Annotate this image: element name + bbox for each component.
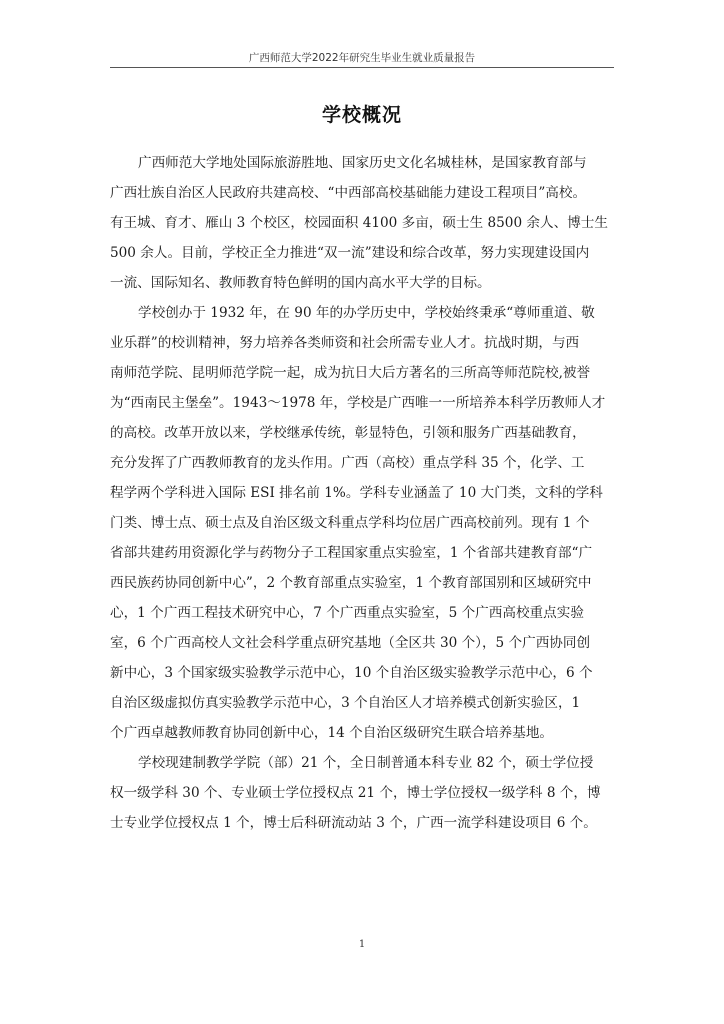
header-divider	[110, 67, 614, 68]
text-line: 业乐群”的校训精神，努力培养各类师资和社会所需专业人才。抗战时期，与西	[110, 335, 580, 351]
running-header: 广西师范大学2022年研究生毕业生就业质量报告	[248, 52, 476, 64]
paragraph-overview	[110, 148, 616, 298]
text-line: 新中心，3 个国家级实验教学示范中心，10 个自治区级实验教学示范中心，6 个	[110, 665, 593, 681]
text-line: 一流、国际知名、教师教育特色鲜明的国内高水平大学的目标。	[110, 275, 491, 291]
text-line: 有王城、育才、雁山 3 个校区，校园面积 4100 多亩，硕士生 8500 余人、博士生	[110, 215, 608, 231]
paragraph-history	[110, 298, 616, 748]
text-line: 为“西南民主堡垒”。1943～1978 年，学校是广西唯一一所培养本科学历教师人才	[110, 395, 606, 411]
text-line: 学校现建制教学学院（部）21 个，全日制普通本科专业 82 个，硕士学位授	[138, 755, 594, 771]
text-line: 南师范学院、昆明师范学院一起，成为抗日大后方著名的三所高等师范院校,被誉	[110, 365, 591, 381]
text-line: 学校创办于 1932 年，在 90 年的办学历史中，学校始终秉承“尊师重道、敬	[138, 305, 595, 321]
text-line: 室，6 个广西高校人文社会科学重点研究基地（全区共 30 个），5 个广西协同创	[110, 635, 591, 651]
paragraph-academics	[110, 748, 616, 838]
text-line: 门类、博士点、硕士点及自治区级文科重点学科均位居广西高校前列。现有 1 个	[110, 515, 590, 531]
section-title: 学校概况	[321, 104, 402, 126]
text-line: 心，1 个广西工程技术研究中心，7 个广西重点实验室，5 个广西高校重点实验	[110, 605, 584, 621]
text-line: 广西壮族自治区人民政府共建高校、“中西部高校基础能力建设工程项目”高校。	[110, 185, 587, 201]
body-text	[110, 148, 616, 838]
text-line: 权一级学科 30 个、专业硕士学位授权点 21 个，博士学位授权一级学科 8 个，博	[110, 785, 601, 801]
page-number: 1	[358, 939, 366, 950]
text-line: 广西师范大学地处国际旅游胜地、国家历史文化名城桂林，是国家教育部与	[138, 155, 587, 171]
text-line: 的高校。改革开放以来，学校继承传统，彰显特色，引领和服务广西基础教育，	[110, 425, 586, 441]
text-line: 充分发挥了广西教师教育的龙头作用。广西（高校）重点学科 35 个，化学、工	[110, 455, 585, 471]
text-line: 程学两个学科进入国际 ESI 排名前 1%。学科专业涵盖了 10 大门类，文科的学科	[110, 485, 603, 501]
text-line: 西民族药协同创新中心”，2 个教育部重点实验室，1 个教育部国别和区域研究中	[110, 575, 592, 591]
text-line: 士专业学位授权点 1 个，博士后科研流动站 3 个，广西一流学科建设项目 6 个。	[110, 815, 597, 831]
text-line: 自治区级虚拟仿真实验教学示范中心，3 个自治区人才培养模式创新实验区，1	[110, 695, 581, 711]
text-line: 省部共建药用资源化学与药物分子工程国家重点实验室，1 个省部共建教育部“广	[110, 545, 593, 561]
text-line: 个广西卓越教师教育协同创新中心，14 个自治区级研究生联合培养基地。	[110, 725, 554, 741]
text-line: 500 余人。目前，学校正全力推进“双一流”建设和综合改革，努力实现建设国内	[110, 245, 590, 261]
